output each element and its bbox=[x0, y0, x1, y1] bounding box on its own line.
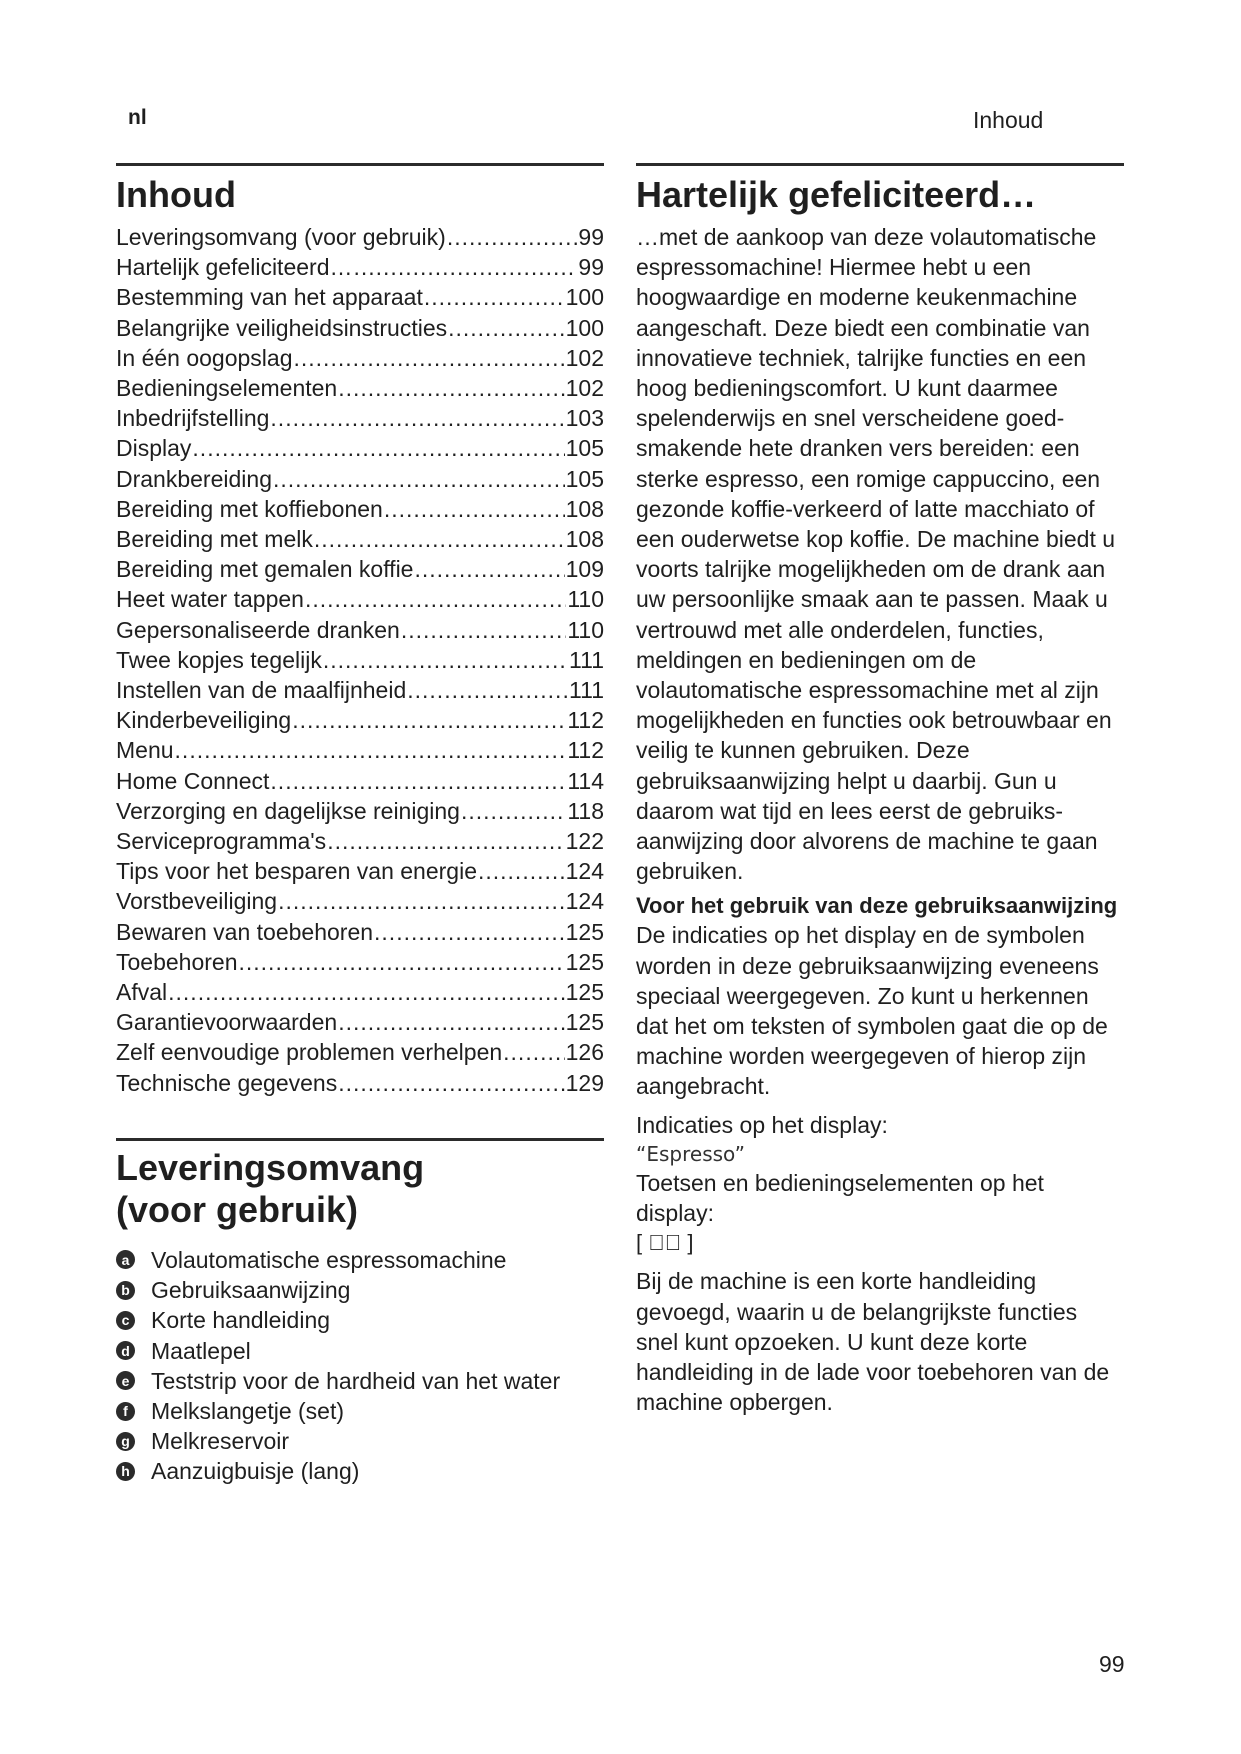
toc-dot-leader bbox=[278, 886, 565, 916]
right-column bbox=[636, 163, 1124, 1417]
toc-entry[interactable] bbox=[116, 705, 604, 735]
toc-entry-page: 125 bbox=[565, 918, 604, 945]
delivery-title bbox=[116, 1147, 604, 1231]
toc-entry-page: 108 bbox=[565, 526, 604, 553]
list-item bbox=[116, 1396, 604, 1426]
toc-entry-page: 111 bbox=[569, 677, 604, 704]
toc-entry-title: Garantievoorwaarden bbox=[116, 1009, 338, 1036]
toc-dot-leader bbox=[168, 977, 564, 1007]
toc-entry[interactable] bbox=[116, 977, 604, 1007]
toc-entry-title: Technische gegevens bbox=[116, 1069, 338, 1096]
toc-entry[interactable] bbox=[116, 735, 604, 765]
item-letter-badge: f bbox=[116, 1402, 135, 1421]
item-text: Korte handleiding bbox=[151, 1307, 331, 1334]
toc-entry-title: Heet water tappen bbox=[116, 586, 304, 613]
item-letter-badge: h bbox=[116, 1462, 135, 1481]
list-item bbox=[116, 1426, 604, 1456]
item-text: Volautomatische espressomachine bbox=[151, 1246, 507, 1273]
toc-entry-page: 102 bbox=[565, 344, 604, 371]
toc-dot-leader bbox=[407, 675, 568, 705]
toc-entry[interactable] bbox=[116, 675, 604, 705]
toc-entry[interactable] bbox=[116, 796, 604, 826]
toc-entry-page: 125 bbox=[565, 1009, 604, 1036]
toc-dot-leader bbox=[338, 1007, 564, 1037]
toc-dot-leader bbox=[273, 464, 565, 494]
symbols-paragraph: De indicaties op het display en de symbolen worden in deze gebruiksaanwijzing eveneens speciaal weergegeven. Zo kunt u herkennen dat het om teksten of symbolen gaat die op de machine worden weergegeven of hierop zijn aangebracht. bbox=[636, 922, 1108, 1100]
toc-title: Inhoud bbox=[116, 174, 236, 215]
usage-subheading: Voor het gebruik van deze gebruiksaanwijzing bbox=[636, 893, 1118, 919]
toc-dot-leader bbox=[192, 433, 564, 463]
section-rule bbox=[636, 163, 1124, 166]
toc-entry[interactable] bbox=[116, 313, 604, 343]
toc-entry-page: 124 bbox=[565, 858, 604, 885]
toc-entry-page: 126 bbox=[565, 1039, 604, 1066]
toc-entry[interactable] bbox=[116, 554, 604, 584]
toc-dot-leader bbox=[384, 494, 565, 524]
toc-entry[interactable] bbox=[116, 947, 604, 977]
running-title: Inhoud bbox=[973, 107, 1044, 133]
item-letter-badge: c bbox=[116, 1311, 135, 1330]
toc-entry-page: 100 bbox=[565, 314, 604, 341]
toc-dot-leader bbox=[294, 343, 565, 373]
item-letter-badge: b bbox=[116, 1281, 135, 1300]
toc-entry[interactable] bbox=[116, 826, 604, 856]
item-letter-badge: g bbox=[116, 1432, 135, 1451]
toc-entry[interactable] bbox=[116, 524, 604, 554]
delivery-title-line2: (voor gebruik) bbox=[116, 1188, 359, 1230]
toc-entry-page: 99 bbox=[578, 254, 604, 281]
toc-entry-title: Kinderbeveiliging bbox=[116, 707, 292, 734]
list-item bbox=[116, 1366, 604, 1396]
toc-entry-page: 103 bbox=[565, 405, 604, 432]
short-guide-paragraph: Bij de machine is een korte handleiding gevoegd, waarin u de belangrijkste functies snel kunt opzoeken. U kunt deze korte handleiding in de lade voor toebehoren van de machine opbergen. bbox=[636, 1268, 1110, 1416]
toc-dot-leader bbox=[338, 1068, 564, 1098]
toc-dot-leader bbox=[414, 554, 564, 584]
section-rule bbox=[116, 1138, 604, 1141]
toc-dot-leader bbox=[424, 282, 565, 312]
toc-dot-leader bbox=[175, 735, 567, 765]
toc-entry-title: Instellen van de maalfijnheid bbox=[116, 677, 407, 704]
list-item bbox=[116, 1275, 604, 1305]
item-text: Maatlepel bbox=[151, 1337, 251, 1364]
toc-entry-title: Belangrijke veiligheidsinstructies bbox=[116, 314, 448, 341]
toc-entry-title: Twee kopjes tegelijk bbox=[116, 646, 322, 673]
toc-entry-title: Bedieningselementen bbox=[116, 375, 338, 402]
toc-entry[interactable] bbox=[116, 252, 604, 282]
toc-entry-title: Leveringsomvang (voor gebruik) bbox=[116, 224, 446, 250]
toc-entry[interactable] bbox=[116, 403, 604, 433]
toc-entry-title: Inbedrijfstelling bbox=[116, 405, 270, 432]
item-text: Teststrip voor de hardheid van het water bbox=[151, 1367, 561, 1394]
toc-entry-page: 99 bbox=[578, 224, 604, 250]
toc-entry[interactable] bbox=[116, 373, 604, 403]
toc-entry[interactable] bbox=[116, 433, 604, 463]
toc-dot-leader bbox=[374, 917, 565, 947]
toc-entry[interactable] bbox=[116, 1007, 604, 1037]
list-item bbox=[116, 1456, 604, 1486]
toc-entry-page: 102 bbox=[565, 375, 604, 402]
toc-entry-title: Afval bbox=[116, 979, 168, 1006]
toc-dot-leader bbox=[338, 373, 564, 403]
toc-entry-page: 108 bbox=[565, 495, 604, 522]
delivery-title-line1: Leveringsomvang bbox=[116, 1146, 425, 1188]
toc-entry[interactable] bbox=[116, 464, 604, 494]
toc-entry-title: Zelf eenvoudige problemen verhelpen bbox=[116, 1039, 503, 1066]
toc-entry-page: 109 bbox=[565, 556, 604, 583]
toc-entry-page: 110 bbox=[567, 616, 604, 643]
toc-dot-leader bbox=[292, 705, 566, 735]
key-example: [ ▷⃝ ] bbox=[636, 1230, 694, 1256]
item-text: Aanzuigbuisje (lang) bbox=[151, 1458, 360, 1485]
toc-dot-leader bbox=[401, 615, 566, 645]
toc-entry-title: Bereiding met melk bbox=[116, 526, 313, 553]
toc-dot-leader bbox=[305, 584, 566, 614]
list-item bbox=[116, 1336, 604, 1366]
toc-entry-title: Toebehoren bbox=[116, 948, 238, 975]
item-letter-badge: d bbox=[116, 1341, 135, 1360]
toc-entry[interactable] bbox=[116, 615, 604, 645]
toc-entry[interactable] bbox=[116, 494, 604, 524]
toc-entry-page: 125 bbox=[565, 948, 604, 975]
toc-entry-page: 122 bbox=[565, 828, 604, 855]
toc-entry-title: In één oogopslag bbox=[116, 344, 293, 371]
toc-dot-leader bbox=[353, 252, 577, 282]
toc-dot-leader bbox=[448, 313, 565, 343]
language-code: nl bbox=[128, 106, 147, 129]
display-example: “Espresso” bbox=[636, 1141, 745, 1166]
toc-entry-page: 125 bbox=[565, 979, 604, 1006]
toc-entry[interactable] bbox=[116, 282, 604, 312]
toc-entry-title: Tips voor het besparen van energie bbox=[116, 858, 477, 885]
congrats-title: Hartelijk gefeliciteerd… bbox=[636, 174, 1037, 215]
toc-dot-leader bbox=[503, 1037, 564, 1067]
toc-entry-page: 110 bbox=[567, 586, 604, 613]
toc-entry[interactable] bbox=[116, 1068, 604, 1098]
item-text: Melkreservoir bbox=[151, 1428, 290, 1455]
toc-entry-title: Bereiding met gemalen koffie bbox=[116, 556, 414, 583]
toc-entry-page: 112 bbox=[567, 737, 604, 764]
toc-entry-title: Menu bbox=[116, 737, 174, 764]
toc-dot-leader bbox=[314, 524, 565, 554]
toc-entry-title: Display bbox=[116, 435, 192, 462]
toc-entry-page: 118 bbox=[567, 797, 604, 824]
toc-dot-leader bbox=[270, 766, 566, 796]
toc-entry-title: Gepersonaliseerde dranken bbox=[116, 616, 400, 643]
section-rule bbox=[116, 163, 604, 166]
toc-entry[interactable] bbox=[116, 584, 604, 614]
table-of-contents bbox=[116, 222, 604, 1098]
toc-entry-title: Vorstbeveiliging bbox=[116, 888, 278, 915]
toc-entry-page: 129 bbox=[565, 1069, 604, 1096]
toc-entry[interactable] bbox=[116, 917, 604, 947]
toc-entry-title: Drankbereiding bbox=[116, 465, 272, 492]
toc-entry-page: 105 bbox=[565, 465, 604, 492]
toc-entry[interactable] bbox=[116, 766, 604, 796]
toc-entry-page: 124 bbox=[565, 888, 604, 915]
toc-entry-title: Bereiding met koffiebonen bbox=[116, 495, 383, 522]
toc-entry-page: 100 bbox=[565, 284, 604, 311]
left-column bbox=[116, 163, 604, 1487]
toc-dot-leader bbox=[270, 403, 564, 433]
item-letter-badge: a bbox=[116, 1250, 135, 1269]
delivery-list bbox=[116, 1245, 604, 1487]
list-item bbox=[116, 1305, 604, 1335]
toc-dot-leader bbox=[327, 826, 564, 856]
toc-entry-title: Bewaren van toebehoren bbox=[116, 918, 374, 945]
item-text: Gebruiksaanwijzing bbox=[151, 1277, 351, 1304]
toc-dot-leader bbox=[447, 222, 578, 252]
item-letter-badge: e bbox=[116, 1371, 135, 1390]
toc-dot-leader bbox=[323, 645, 568, 675]
toc-entry-page: 112 bbox=[567, 707, 604, 734]
toc-dot-leader bbox=[461, 796, 566, 826]
toc-entry[interactable] bbox=[116, 886, 604, 916]
intro-paragraph: …met de aankoop van deze volautomatische espressomachine! Hiermee hebt u een hoogwaardige en moderne keukenmachine aangeschaft. Deze biedt een combinatie van innovatieve techniek, talrijke functies en een hoog bedieningscomfort. U kunt daarmee spelenderwijs en snel verscheidene goedsmakende hete dranken vers bereiden: een sterke espresso, een romige cappuccino, een gezonde koffie-verkeerd of latte macchiato of een ouderwetse kop koffie. De machine biedt u voorts talrijke mogelijkheden om de drank aan uw persoonlijke smaak aan te passen. Maak u vertrouwd met alle onderdelen, functies, meldingen en bedieningen om de volautomatische espressomachine met al zijn mogelijkheden en functies ook betrouwbaar en veilig te kunnen gebruiken. Deze gebruiksaanwijzing helpt u daarbij. Gun u daarom wat tijd en lees eerst de gebruiksaanwijzing door alvorens de machine te gaan gebruiken. bbox=[636, 224, 1116, 885]
page-number: 99 bbox=[1099, 1651, 1125, 1677]
toc-dot-leader bbox=[239, 947, 565, 977]
display-label: Indicaties op het display: bbox=[636, 1111, 888, 1138]
toc-entry-page: 111 bbox=[569, 646, 604, 673]
toc-entry[interactable] bbox=[116, 645, 604, 675]
toc-entry-title: Home Connect bbox=[116, 767, 270, 794]
toc-entry[interactable] bbox=[116, 856, 604, 886]
toc-entry-title: Serviceprogramma's bbox=[116, 828, 327, 855]
toc-entry[interactable] bbox=[116, 222, 604, 252]
toc-entry[interactable] bbox=[116, 1037, 604, 1067]
toc-entry-page: 114 bbox=[567, 767, 604, 794]
toc-entry-page: 105 bbox=[565, 435, 604, 462]
toc-entry-title: Hartelijk gefeliciteerd… bbox=[116, 254, 353, 281]
toc-entry[interactable] bbox=[116, 343, 604, 373]
toc-entry-title: Verzorging en dagelijkse reiniging bbox=[116, 797, 460, 824]
keys-label: Toetsen en bedieningselementen op het display: bbox=[636, 1169, 1044, 1227]
list-item bbox=[116, 1245, 604, 1275]
item-text: Melkslangetje (set) bbox=[151, 1397, 345, 1424]
toc-dot-leader bbox=[478, 856, 565, 886]
toc-entry-title: Bestemming van het apparaat bbox=[116, 284, 423, 311]
